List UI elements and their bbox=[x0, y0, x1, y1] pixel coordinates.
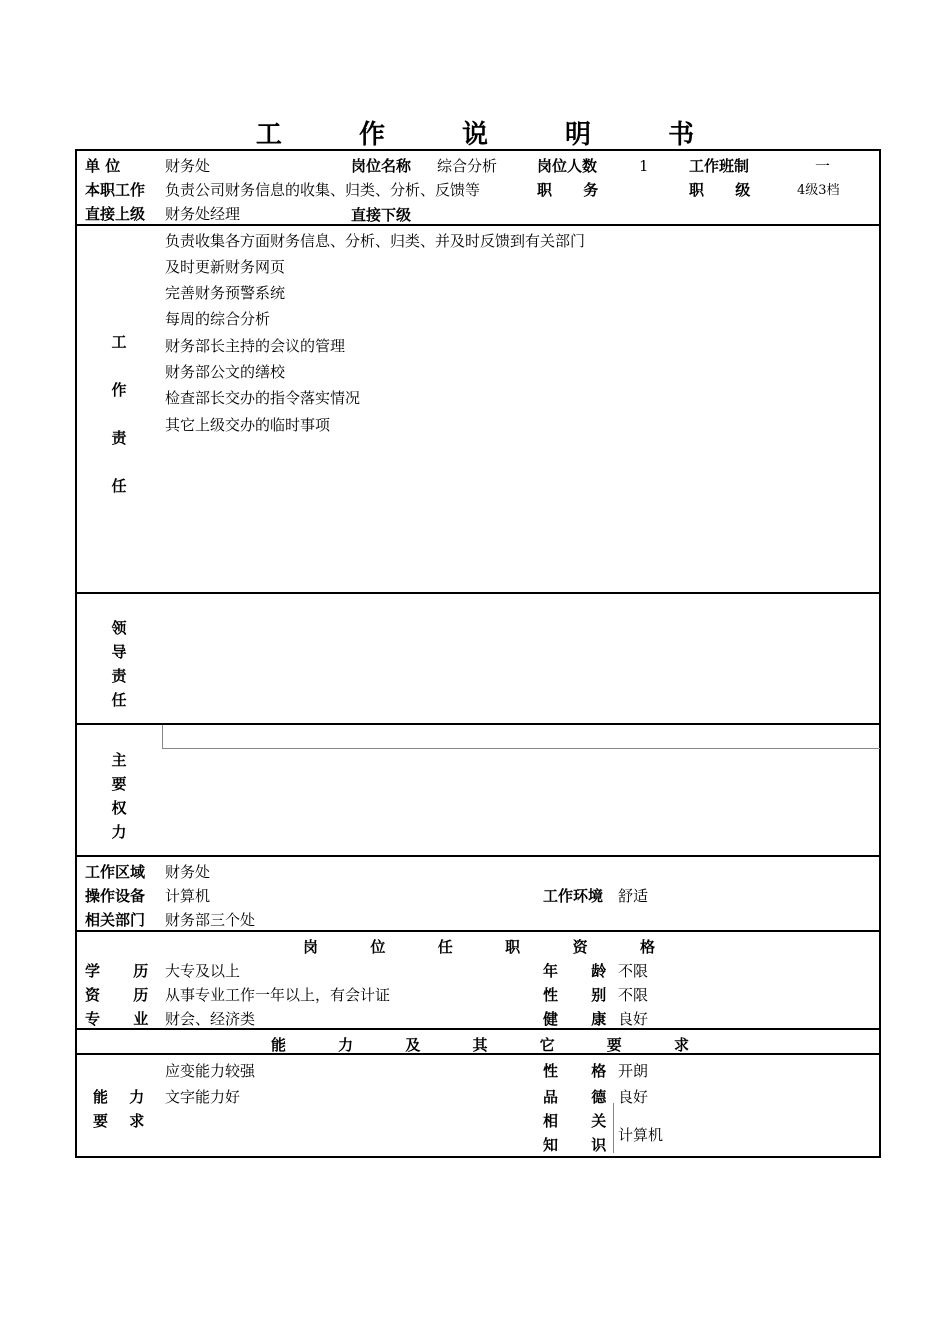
education-value: 大专及以上 bbox=[165, 962, 241, 980]
divider bbox=[77, 930, 879, 932]
qualification-header-char: 位 bbox=[370, 938, 386, 956]
page-title: 工 作 说 明 书 bbox=[255, 120, 729, 150]
duty-label: 职 务 bbox=[537, 181, 599, 199]
unit-label bbox=[85, 156, 153, 176]
morality-value: 良好 bbox=[618, 1088, 649, 1106]
unit-value: 财务处 bbox=[165, 157, 211, 175]
related-dept-value: 财务部三个处 bbox=[165, 911, 256, 929]
ability-header-char: 其 bbox=[472, 1036, 488, 1054]
age-value: 不限 bbox=[618, 962, 649, 980]
shift-label: 工作班制 bbox=[689, 157, 750, 175]
environment-value: 舒适 bbox=[618, 887, 649, 905]
health-label: 健 康 bbox=[543, 1010, 607, 1028]
responsibility-item: 检查部长交办的指令落实情况 bbox=[165, 389, 361, 407]
qualification-header bbox=[303, 937, 655, 957]
ability-item: 应变能力较强 bbox=[165, 1062, 256, 1080]
unit-label-text: 单 位 bbox=[85, 157, 121, 175]
knowledge-label-line1: 相 关 bbox=[543, 1112, 607, 1130]
personality-value: 开朗 bbox=[618, 1062, 649, 1080]
responsibilities-label-3: 责 bbox=[111, 429, 127, 447]
grade-label: 职 级 bbox=[689, 181, 751, 199]
responsibility-item: 财务部公文的缮校 bbox=[165, 363, 286, 381]
responsibility-item: 财务部长主持的会议的管理 bbox=[165, 337, 346, 355]
environment-label: 工作环境 bbox=[543, 887, 604, 905]
main-work-value: 负责公司财务信息的收集、归类、分析、反馈等 bbox=[165, 181, 481, 199]
age-label: 年 龄 bbox=[543, 962, 607, 980]
work-area-label: 工作区域 bbox=[85, 863, 146, 881]
headcount-label: 岗位人数 bbox=[537, 157, 598, 175]
experience-value: 从事专业工作一年以上，有会计证 bbox=[165, 986, 391, 1004]
personality-label: 性 格 bbox=[543, 1062, 607, 1080]
qualification-header-char: 职 bbox=[505, 938, 521, 956]
authority-label-2: 要 bbox=[111, 775, 127, 793]
ability-item: 文字能力好 bbox=[165, 1088, 241, 1106]
authority-label-3: 权 bbox=[111, 799, 127, 817]
leadership-label-1: 领 bbox=[111, 619, 127, 637]
subordinate-label: 直接下级 bbox=[351, 206, 412, 224]
responsibilities-label-4: 任 bbox=[111, 477, 127, 495]
major-value: 财会、经济类 bbox=[165, 1010, 256, 1028]
qualification-header-char: 岗 bbox=[303, 938, 319, 956]
health-value: 良好 bbox=[618, 1010, 649, 1028]
main-work-label: 本职工作 bbox=[85, 181, 146, 199]
authority-inner-box bbox=[162, 725, 880, 749]
superior-value: 财务处经理 bbox=[165, 205, 241, 223]
major-label: 专 业 bbox=[85, 1010, 149, 1028]
divider bbox=[77, 1028, 879, 1030]
qualification-header-char: 格 bbox=[639, 938, 655, 956]
ability-label-line1: 能 力 bbox=[93, 1088, 145, 1106]
responsibility-item: 及时更新财务网页 bbox=[165, 258, 286, 276]
ability-header bbox=[271, 1035, 689, 1055]
grade-value: 4级3档 bbox=[797, 183, 840, 198]
divider bbox=[77, 855, 879, 857]
responsibility-item: 负责收集各方面财务信息、分析、归类、并及时反馈到有关部门 bbox=[165, 232, 586, 250]
shift-value: 一 bbox=[815, 157, 831, 175]
knowledge-label-line2: 知 识 bbox=[543, 1136, 607, 1154]
divider bbox=[77, 224, 879, 226]
responsibilities-label-2: 作 bbox=[111, 381, 127, 399]
leadership-label-4: 任 bbox=[111, 691, 127, 709]
equipment-value: 计算机 bbox=[165, 887, 211, 905]
related-dept-label: 相关部门 bbox=[85, 911, 146, 929]
position-name-value: 综合分析 bbox=[437, 157, 498, 175]
leadership-label-3: 责 bbox=[111, 667, 127, 685]
education-label: 学 历 bbox=[85, 962, 149, 980]
ability-header-char: 及 bbox=[405, 1036, 421, 1054]
gender-value: 不限 bbox=[618, 986, 649, 1004]
job-description-table bbox=[75, 149, 881, 1158]
ability-header-char: 它 bbox=[539, 1036, 555, 1054]
leadership-label-2: 导 bbox=[111, 643, 127, 661]
ability-header-char: 能 bbox=[271, 1036, 287, 1054]
responsibility-item: 完善财务预警系统 bbox=[165, 284, 286, 302]
headcount-value: 1 bbox=[639, 157, 649, 175]
knowledge-cell-border bbox=[613, 1103, 614, 1153]
authority-label-1: 主 bbox=[111, 751, 127, 769]
responsibilities-label-1: 工 bbox=[111, 333, 127, 351]
divider bbox=[77, 1053, 879, 1055]
ability-label-line2: 要 求 bbox=[93, 1112, 145, 1130]
equipment-label: 操作设备 bbox=[85, 887, 146, 905]
morality-label: 品 德 bbox=[543, 1088, 607, 1106]
qualification-header-char: 任 bbox=[437, 938, 453, 956]
work-area-value: 财务处 bbox=[165, 863, 211, 881]
ability-header-char: 求 bbox=[673, 1036, 689, 1054]
responsibility-item: 每周的综合分析 bbox=[165, 310, 271, 328]
knowledge-value: 计算机 bbox=[618, 1126, 664, 1144]
experience-label: 资 历 bbox=[85, 986, 149, 1004]
ability-header-char: 力 bbox=[338, 1036, 354, 1054]
superior-label: 直接上级 bbox=[85, 205, 146, 223]
responsibility-item: 其它上级交办的临时事项 bbox=[165, 416, 331, 434]
authority-label-4: 力 bbox=[111, 823, 127, 841]
divider bbox=[77, 592, 879, 594]
qualification-header-char: 资 bbox=[572, 938, 588, 956]
position-name-label: 岗位名称 bbox=[351, 157, 412, 175]
gender-label: 性 别 bbox=[543, 986, 607, 1004]
ability-header-char: 要 bbox=[606, 1036, 622, 1054]
